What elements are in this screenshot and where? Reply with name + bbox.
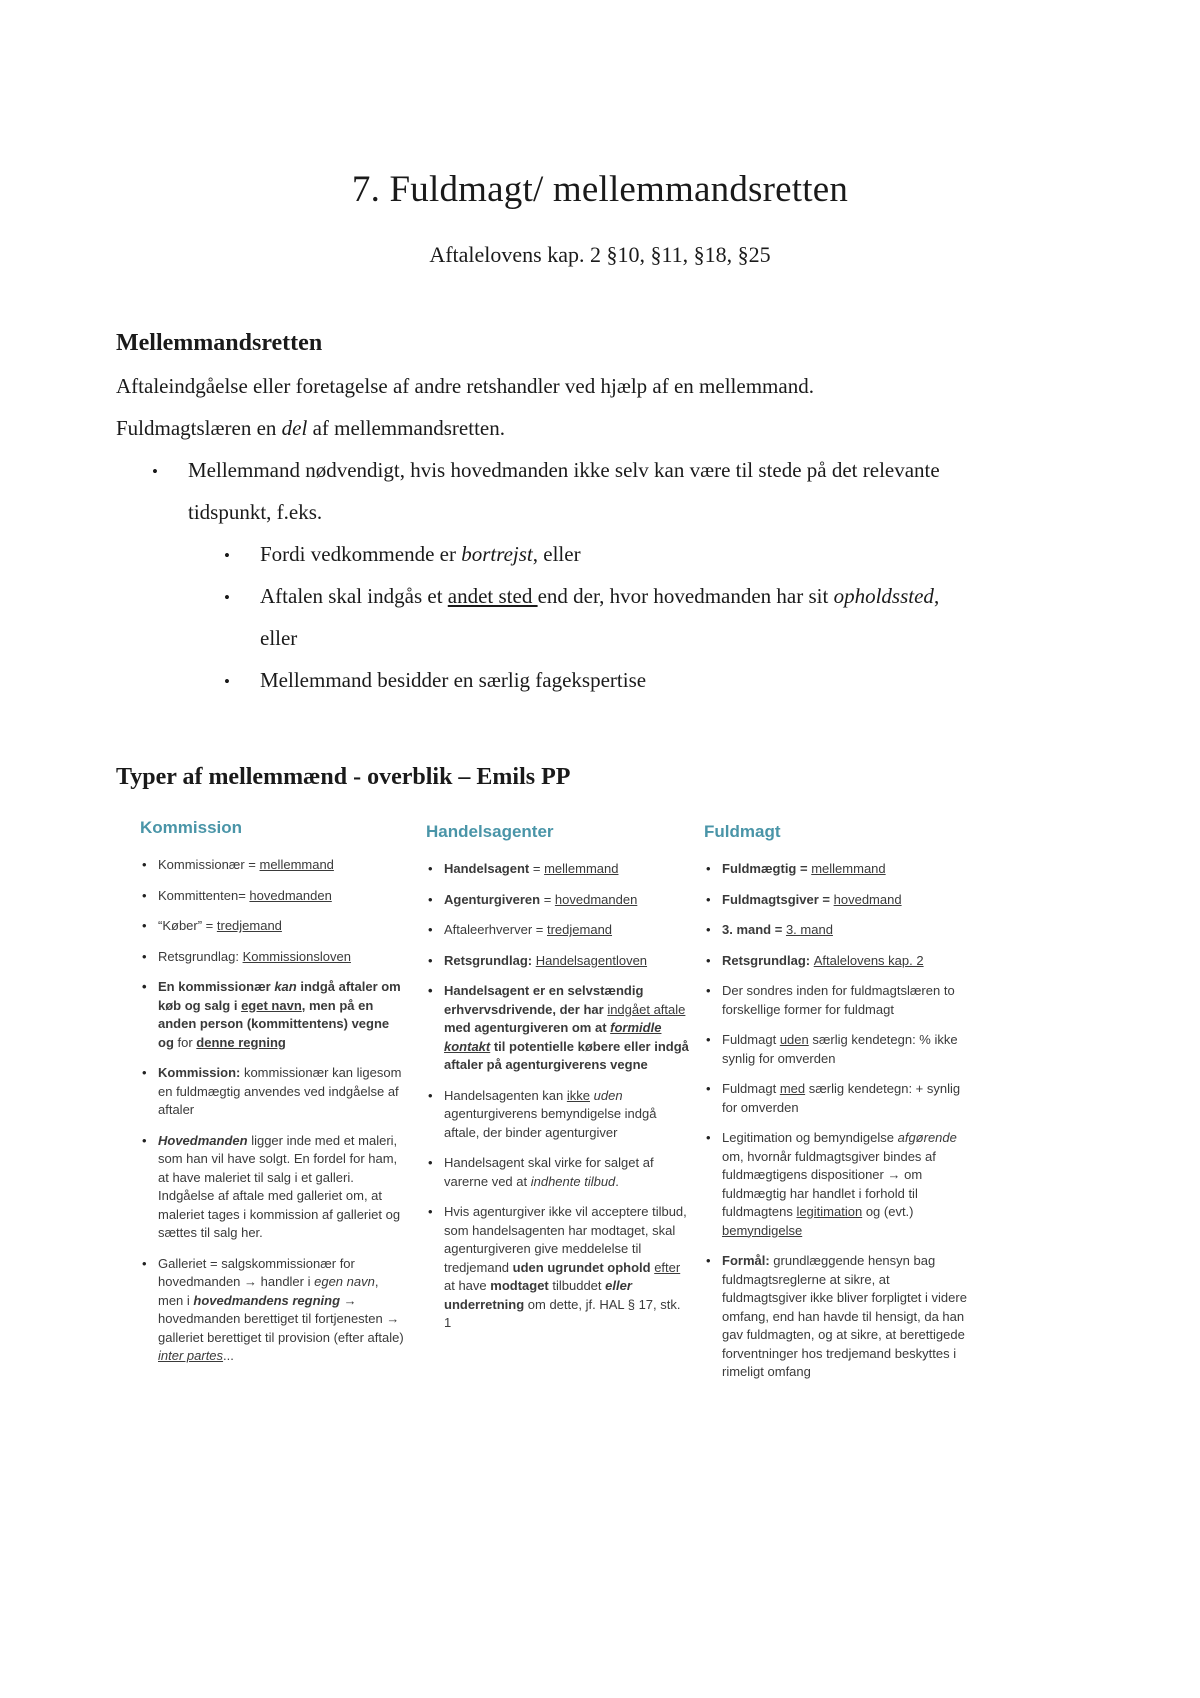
item-bold: =: [818, 891, 834, 907]
item-underline: mellemmand: [544, 861, 619, 876]
sub-bullet-2-comma: ,: [933, 584, 940, 608]
list-item: [140, 1132, 405, 1243]
item-text: grundlæggende hensyn bag fuldmagtsreglerne at sikre, at fuldmagtsgiver ikke bliver forpligtet i videre omfang, end han havde til hensigt, da han gav fuldmagten, og at sikre, at berettigede forventninger hos tredjemand beskyttes i rimeligt omfang: [722, 1253, 967, 1379]
bullet-icon: •: [224, 546, 230, 565]
item-underline: mellemmand: [259, 857, 334, 872]
item-bold: Agenturgiveren: [444, 891, 541, 907]
paragraph-2-text: Fuldmagtslæren en: [116, 416, 282, 440]
item-bold: modtaget: [490, 1278, 549, 1293]
item-text: ...: [223, 1348, 234, 1363]
sub-bullet-2-italic: opholdssted: [833, 584, 934, 608]
list-item: [426, 891, 691, 910]
list-item: [704, 1031, 969, 1068]
item-text: =: [529, 861, 545, 876]
item-underline: Aftalelovens kap. 2: [813, 952, 924, 968]
page-subtitle: Aftalelovens kap. 2 §10, §11, §18, §25: [429, 242, 771, 267]
list-item: [140, 887, 405, 906]
list-item: [140, 978, 405, 1052]
item-bold: underretning: [444, 1296, 525, 1312]
column-heading: Fuldmagt: [704, 822, 781, 841]
list-item: [426, 1203, 691, 1333]
item-text: Handelsagent skal virke for salget af varerne ved at: [444, 1155, 654, 1189]
item-underline: denne regning: [196, 1034, 286, 1050]
item-text: , men i: [158, 1274, 379, 1308]
item-bold: Retsgrundlag:: [444, 952, 536, 968]
paragraph-1: Aftaleindgåelse eller foretagelse af andre retshandler ved hjælp af en mellemmand.: [116, 374, 814, 398]
list-item: [704, 891, 969, 910]
item-text: =: [540, 891, 555, 907]
page-title: 7. Fuldmagt/ mellemmandsretten: [351, 169, 849, 210]
item-bold-italic: Hovedmanden: [158, 1132, 248, 1148]
item-text: Handelsagent er en selvstændig erhvervsdrivende, der har: [444, 983, 644, 1017]
sub-bullet-2-text: Aftalen skal indgås et: [260, 584, 448, 608]
item-underline: bemyndigelse: [722, 1222, 803, 1238]
item-text: at have: [444, 1278, 491, 1293]
column-handelsagenter: [426, 822, 691, 1345]
item-bold: Handelsagent: [444, 861, 530, 876]
sub-bullet-3: Mellemmand besidder en særlig fagekspertise: [260, 668, 647, 692]
list-item: [426, 1087, 691, 1143]
column-fuldmagt: [704, 822, 969, 1394]
sub-bullet-2-line-2: eller: [260, 626, 298, 650]
item-text: Retsgrundlag:: [158, 948, 243, 964]
bullet-icon: •: [224, 672, 230, 691]
item-bold-italic: eller: [605, 1278, 632, 1293]
item-text: til potentielle købere eller indgå aftaler på agenturgiverens vegne: [444, 1038, 689, 1072]
item-text: kommissionær kan ligesom en fuldmægtig anvendes ved indgåelse af aftaler: [158, 1065, 402, 1117]
item-italic: afgørende: [897, 1130, 957, 1145]
list-item: [140, 917, 405, 936]
item-bold: Formål:: [722, 1253, 770, 1268]
item-text: for: [177, 1034, 193, 1050]
item-text: Fuldmagt: [722, 1081, 780, 1096]
item-text: ligger inde med et maleri, som han vil have solgt. En fordel for ham, at have maleriet til salg i et galleri.: [158, 1132, 398, 1185]
item-bold: =: [771, 922, 786, 937]
column-list: [704, 860, 969, 1382]
item-underline: med: [779, 1081, 806, 1096]
list-item: [704, 1252, 969, 1382]
item-text: tilbuddet: [548, 1278, 606, 1293]
list-item: [140, 856, 405, 875]
list-item: [426, 921, 691, 940]
item-underline: hovedmand: [833, 891, 902, 907]
item-italic: kan: [274, 979, 297, 994]
item-underline: 3. mand: [785, 922, 833, 937]
item-underline: Handelsagentloven: [535, 952, 648, 968]
section-heading-mellemmandsretten: Mellemmandsretten: [116, 330, 323, 356]
item-underline: Kommissionsloven: [242, 948, 351, 964]
item-underline: tredjemand: [546, 922, 613, 937]
item-bold: uden ugrundet ophold: [512, 1259, 651, 1275]
sub-bullet-1: [260, 542, 581, 567]
sub-bullet-2: [260, 584, 939, 609]
sub-bullet-1-italic: bortrejst: [461, 542, 533, 566]
item-underline: hovedmanden: [554, 891, 638, 907]
item-italic: uden: [593, 1087, 623, 1103]
item-text: særlig kendetegn: % ikke synlig for omverden: [722, 1032, 958, 1066]
item-underline: efter: [654, 1259, 681, 1275]
bullet-1-line-2: tidspunkt, f.eks.: [188, 500, 323, 524]
paragraph-2-italic: del: [281, 416, 308, 440]
paragraph-2-text-end: af mellemmandsretten.: [307, 416, 505, 440]
item-underline: mellemmand: [811, 861, 886, 876]
item-italic: egen navn: [314, 1274, 375, 1289]
list-item: [704, 860, 969, 879]
item-text: → hovedmanden berettiget til fortjenesten → galleriet berettiget til provision (efter aftale): [158, 1292, 404, 1345]
item-underline: legitimation: [796, 1204, 863, 1219]
list-item: [140, 948, 405, 967]
item-text: En kommissionær: [158, 979, 275, 994]
list-item: [426, 952, 691, 971]
sub-bullet-2-underline: andet sted: [447, 584, 538, 608]
item-italic: indhente tilbud: [530, 1173, 616, 1189]
item-italic: inter partes: [158, 1348, 224, 1363]
item-bold: Kommission:: [158, 1065, 241, 1080]
section-heading-typer: Typer af mellemmænd - overblik – Emils PP: [116, 764, 571, 790]
list-item: [704, 1080, 969, 1117]
bullet-1-line-1: Mellemmand nødvendigt, hvis hovedmanden ikke selv kan være til stede på det relevante: [188, 458, 940, 482]
item-text: “Køber” =: [158, 918, 217, 933]
item-text: Fuldmagt: [722, 1032, 780, 1047]
column-heading: Handelsagenter: [426, 822, 554, 841]
item-text: om dette, jf. HAL § 17, stk. 1: [444, 1296, 681, 1330]
list-item: [140, 1255, 405, 1366]
column-list: [426, 860, 691, 1333]
item-text: Kommittenten=: [158, 887, 250, 903]
list-item: • Der sondres inden for fuldmagtslæren to forskellige former for fuldmagt: [704, 982, 969, 1019]
item-text: Galleriet = salgskommissionær for hovedmanden → handler i: [158, 1255, 355, 1289]
item-bold-italic: hovedmandens regning: [193, 1292, 341, 1308]
item-text: om, hvornår fuldmagtsgiver bindes af fuldmægtigens dispositioner → om fuldmægtig har handlet i forhold til fuldmagtens: [722, 1148, 936, 1219]
item-underline: ikke: [566, 1087, 590, 1103]
item-text: indgå aftaler om køb og salg i: [158, 979, 401, 1013]
sub-bullet-1-text: Fordi vedkommende er: [260, 542, 462, 566]
column-heading: Kommission: [140, 818, 243, 837]
item-italic: formidle kontakt: [444, 1020, 662, 1054]
sub-bullet-2-text-2: end der, hvor hovedmanden har sit: [537, 584, 834, 608]
item-text: og (evt.): [862, 1204, 914, 1219]
item-text: Handelsagenten kan: [444, 1087, 567, 1103]
item-text: Kommissionær =: [158, 857, 260, 872]
bullet-icon: •: [224, 588, 230, 607]
list-item: [704, 921, 969, 940]
item-bold: 3. mand: [722, 922, 772, 937]
list-item: [426, 982, 691, 1075]
item-bold: =: [796, 861, 812, 876]
item-text: Aftaleerhverver: [444, 922, 533, 937]
item-bold: Fuldmagtsgiver: [722, 891, 819, 907]
column-kommission: [140, 818, 405, 1378]
item-bold: Fuldmægtig: [722, 861, 797, 876]
item-text: =: [532, 922, 547, 937]
item-text: agenturgiverens bemyndigelse indgå aftale, der binder agenturgiver: [444, 1106, 657, 1140]
list-item: [704, 1129, 969, 1240]
item-underline: indgået aftale: [607, 1001, 686, 1017]
item-underline: uden: [779, 1032, 809, 1047]
list-item: [140, 1064, 405, 1120]
item-bold: Retsgrundlag:: [722, 952, 814, 968]
list-item: • Handelsagent skal virke for salget af varerne ved at indhente tilbud.: [426, 1154, 691, 1191]
paragraph-2: [116, 416, 505, 441]
item-text: Indgåelse af aftale med galleriet om, at maleriet tages i kommission af galleriet og sættes til salg her.: [158, 1188, 401, 1240]
bullet-icon: •: [152, 462, 158, 481]
sub-bullet-1-end: , eller: [532, 542, 581, 566]
item-text: Legitimation og bemyndigelse: [722, 1130, 898, 1145]
list-item: [426, 860, 691, 879]
item-underline: eget navn: [241, 997, 302, 1013]
item-underline: tredjemand: [216, 918, 282, 933]
column-list: [140, 856, 405, 1366]
item-text: med agenturgiveren om at: [444, 1020, 611, 1035]
item-text: Hvis agenturgiver ikke vil acceptere tilbud, som handelsagenten har modtaget, skal agenturgiveren give meddelelse til tredjemand: [444, 1204, 687, 1275]
item-text: , men på en anden person (kommittentens) vegne og: [158, 997, 390, 1050]
list-item: [704, 952, 969, 971]
item-underline: hovedmanden: [249, 887, 332, 903]
item-text: særlig kendetegn: + synlig for omverden: [722, 1081, 961, 1115]
